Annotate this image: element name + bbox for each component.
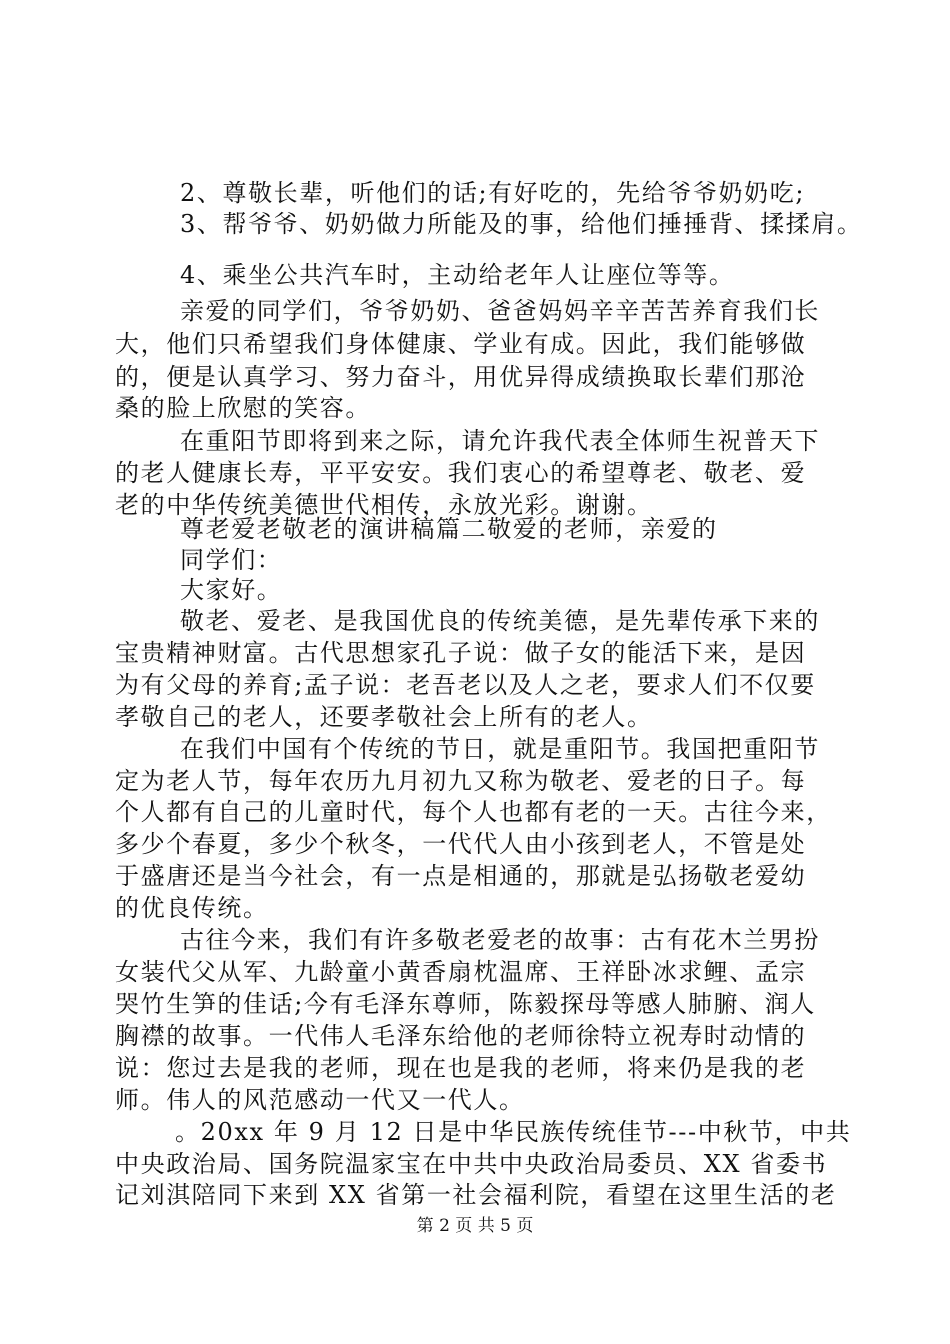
text-line: 定为老人节，每年农历九月初九又称为敬老、爱老的日子。每 — [115, 767, 807, 795]
text-line: 桑的脸上欣慰的笑容。 — [115, 394, 371, 422]
text-line: 于盛唐还是当今社会，有一点是相通的，那就是弘扬敬老爱幼 — [115, 862, 807, 890]
page-footer: 第 2 页 共 5 页 — [416, 1216, 534, 1236]
text-line: 个人都有自己的儿童时代，每个人也都有老的一天。古往今来， — [115, 798, 832, 826]
text-line: 亲爱的同学们，爷爷奶奶、爸爸妈妈辛辛苦苦养育我们长 — [180, 297, 820, 325]
text-line: 3、帮爷爷、奶奶做力所能及的事，给他们捶捶背、揉揉肩。 — [180, 210, 863, 238]
text-line: 的优良传统。 — [115, 894, 269, 922]
text-line: 的老人健康长寿，平平安安。我们衷心的希望尊老、敬老、爱 — [115, 459, 807, 487]
text-line: 尊老爱老敬老的演讲稿篇二敬爱的老师，亲爱的 — [180, 515, 718, 543]
text-line: 。20xx 年 9 月 12 日是中华民族传统佳节---中秋节，中共 — [175, 1118, 852, 1146]
text-line: 在重阳节即将到来之际，请允许我代表全体师生祝普天下 — [180, 427, 820, 455]
text-line: 2、尊敬长辈，听他们的话;有好吃的，先给爷爷奶奶吃; — [180, 179, 806, 207]
text-line: 女装代父从军、九龄童小黄香扇枕温席、王祥卧冰求鲤、孟宗 — [115, 958, 807, 986]
text-line: 敬老、爱老、是我国优良的传统美德，是先辈传承下来的 — [180, 607, 820, 635]
text-line: 说：您过去是我的老师，现在也是我的老师，将来仍是我的老 — [115, 1054, 807, 1082]
text-line: 大，他们只希望我们身体健康、学业有成。因此，我们能够做 — [115, 330, 807, 358]
text-line: 的，便是认真学习、努力奋斗，用优异得成绩换取长辈们那沧 — [115, 363, 807, 391]
text-line: 哭竹生笋的佳话;今有毛泽东尊师，陈毅探母等感人肺腑、润人 — [115, 990, 816, 1018]
text-line: 师。伟人的风范感动一代又一代人。 — [115, 1086, 525, 1114]
text-line: 多少个春夏，多少个秋冬，一代代人由小孩到老人，不管是处 — [115, 830, 807, 858]
text-line: 宝贵精神财富。古代思想家孔子说：做子女的能活下来，是因 — [115, 639, 807, 667]
text-line: 4、乘坐公共汽车时，主动给老年人让座位等等。 — [180, 261, 735, 289]
text-line: 老的中华传统美德世代相传，永放光彩。谢谢。 — [115, 491, 653, 519]
text-line: 记刘淇陪同下来到 XX 省第一社会福利院，看望在这里生活的老 — [115, 1181, 837, 1209]
text-line: 中央政治局、国务院温家宝在中共中央政治局委员、XX 省委书 — [115, 1150, 828, 1178]
text-line: 为有父母的养育;孟子说：老吾老以及人之老，要求人们不仅要 — [115, 671, 816, 699]
text-line: 孝敬自己的老人，还要孝敬社会上所有的老人。 — [115, 703, 653, 731]
text-line: 胸襟的故事。一代伟人毛泽东给他的老师徐特立祝寿时动情的 — [115, 1022, 807, 1050]
text-line: 大家好。 — [180, 576, 283, 604]
text-line: 在我们中国有个传统的节日，就是重阳节。我国把重阳节 — [180, 735, 820, 763]
text-line: 古往今来，我们有许多敬老爱老的故事：古有花木兰男扮 — [180, 926, 820, 954]
text-line: 同学们： — [180, 546, 283, 574]
